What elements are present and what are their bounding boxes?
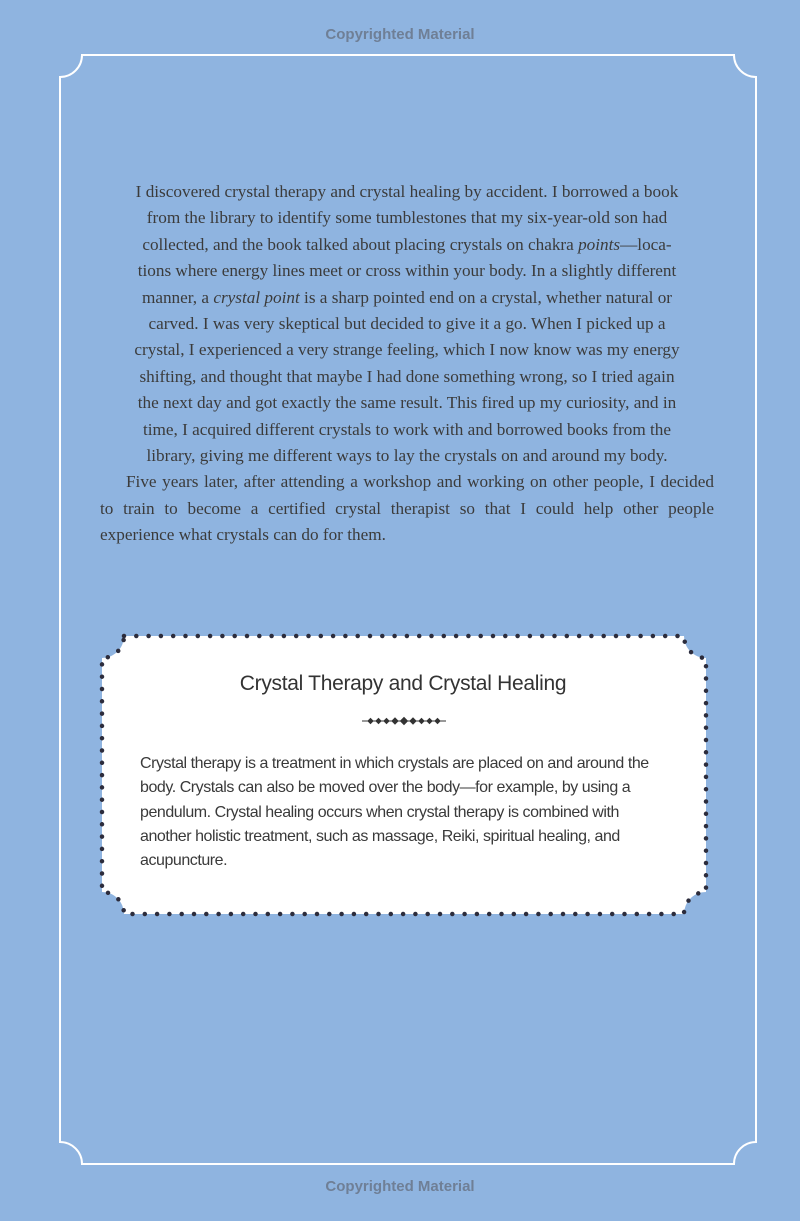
text-line: manner, a	[141, 287, 214, 307]
sidebar-title: Crystal Therapy and Crystal Healing	[239, 672, 567, 695]
copyright-watermark-bottom: Copyrighted Material	[325, 1178, 475, 1195]
emphasis-crystal-point: crystal point	[213, 287, 300, 307]
text-line: collected, and the book talked about placing crystals on chakra	[142, 234, 579, 254]
text-line: is a sharp pointed end on a crystal, whether natural or	[299, 287, 673, 307]
paragraph-2: Five years later, after attending a workshop and working on other people, I decided to train to become a certified crystal therapist so that I could help other people experience what crystals can do for them.	[100, 472, 714, 545]
text-line: tions where energy lines meet or cross within your body. In a slightly different	[137, 261, 677, 281]
text-line: library, giving me different ways to lay the crystals on and around my body.	[146, 446, 668, 466]
text-line: the next day and got exactly the same result. This fired up my curiosity, and in	[137, 393, 677, 413]
sidebar-text: Crystal therapy is a treatment in which crystals are placed on and around the body. Crystals can also be moved over the body—for example, by using a pendulum. Crystal healing occurs when crystal therapy is combined with another holistic treatment, such as massage, Reiki, spiritual healing, and acupuncture.	[140, 755, 649, 870]
text-line: I discovered crystal therapy and crystal healing by accident. I borrowed a book	[135, 182, 679, 201]
text-line: shifting, and thought that maybe I had done something wrong, so I tried again	[139, 366, 675, 386]
text-line: time, I acquired different crystals to work with and borrowed books from the	[142, 419, 672, 439]
paragraph-1	[100, 179, 714, 469]
emphasis-points: points	[578, 234, 621, 254]
text-line: from the library to identify some tumblestones that my six-year-old son had	[146, 208, 668, 228]
text-line: carved. I was very skeptical but decided to give it a go. When I picked up a	[148, 314, 666, 334]
text-line: crystal, I experienced a very strange feeling, which I now know was my energy	[134, 340, 680, 360]
text-line: —loca-	[620, 234, 672, 254]
main-body-text	[100, 179, 714, 549]
copyright-watermark-top: Copyrighted Material	[325, 26, 475, 43]
